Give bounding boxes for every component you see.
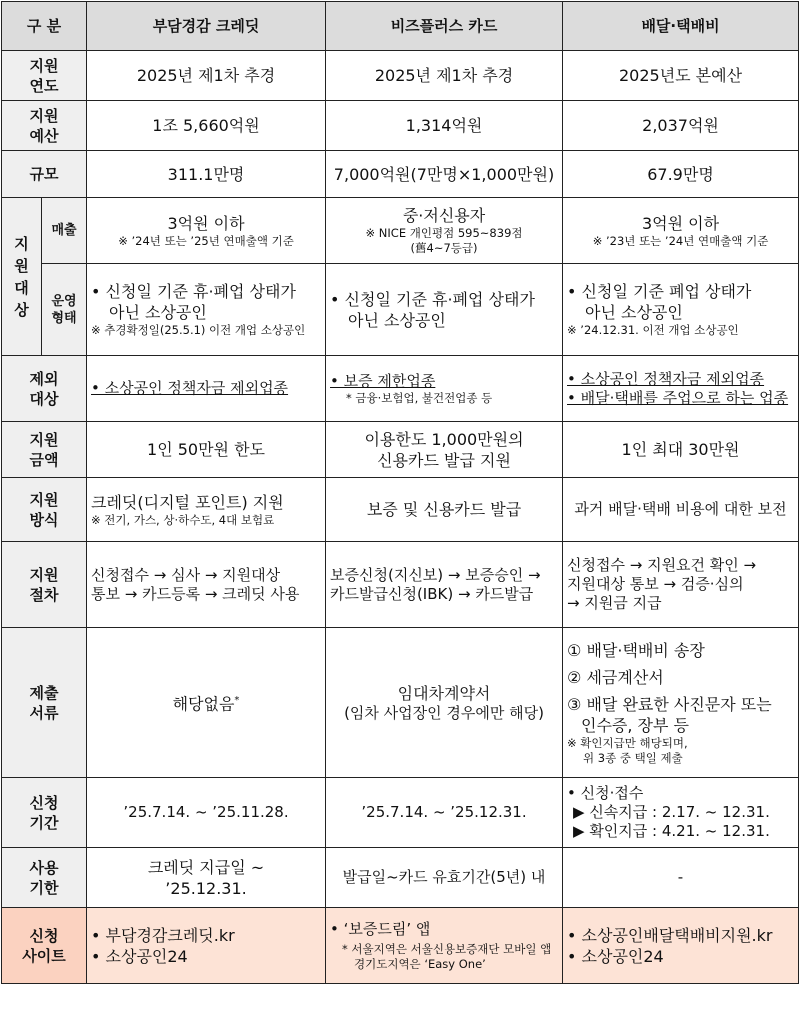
cell-year-credit: 2025년 제1차 추경 — [87, 51, 326, 101]
cell-scale-credit: 311.1만명 — [87, 151, 326, 198]
row-label-support-procedure: 지원 절차 — [2, 542, 87, 628]
cell-budget-credit: 1조 5,660억원 — [87, 101, 326, 151]
row-label-support-amount: 지원 금액 — [2, 422, 87, 478]
cell-sales-credit: 3억원 이하 ※ ’24년 또는 ’25년 연매출액 기준 — [87, 198, 326, 264]
link-sosang24-delivery[interactable]: • 소상공인24 — [567, 946, 664, 966]
cell-period-delivery: • 신청·접수 ▶ 신속지급 : 2.17. ~ 12.31. ▶ 확인지급 : 4.21. ~ 12.31. — [563, 778, 799, 848]
row-target-status — [2, 264, 799, 356]
row-support-budget — [2, 101, 799, 151]
cell-usage-credit: 크레딧 지급일 ~ ’25.12.31. — [87, 848, 326, 908]
cell-period-credit: ’25.7.14. ~ ’25.11.28. — [87, 778, 326, 848]
cell-budget-card: 1,314억원 — [326, 101, 563, 151]
row-label-support-year: 지원 연도 — [2, 51, 87, 101]
row-application-period — [2, 778, 799, 848]
row-support-procedure — [2, 542, 799, 628]
header-burden-relief-credit: 부담경감 크레딧 — [87, 2, 326, 51]
comparison-table — [1, 1, 799, 984]
cell-method-delivery: 과거 배달·택배 비용에 대한 보전 — [563, 478, 799, 542]
row-label-scale: 규모 — [2, 151, 87, 198]
cell-exclude-card: • 보증 제한업종 * 금융·보험업, 불건전업종 등 — [326, 356, 563, 422]
cell-procedure-delivery: 신청접수 → 지원요건 확인 → 지원대상 통보 → 검증·심의 → 지원금 지급 — [563, 542, 799, 628]
cell-method-credit: 크레딧(디지털 포인트) 지원 ※ 전기, 가스, 상·하수도, 4대 보험료 — [87, 478, 326, 542]
header-row — [2, 2, 799, 51]
cell-year-card: 2025년 제1차 추경 — [326, 51, 563, 101]
row-label-support-method: 지원 방식 — [2, 478, 87, 542]
row-usage-deadline — [2, 848, 799, 908]
cell-scale-delivery: 67.9만명 — [563, 151, 799, 198]
cell-exclude-delivery: • 소상공인 정책자금 제외업종 • 배달·택배를 주업으로 하는 업종 — [563, 356, 799, 422]
row-support-year — [2, 51, 799, 101]
link-sosang24[interactable]: • 소상공인24 — [91, 946, 188, 966]
cell-amount-credit: 1인 50만원 한도 — [87, 422, 326, 478]
row-label-documents: 제출 서류 — [2, 628, 87, 778]
row-label-support-budget: 지원 예산 — [2, 101, 87, 151]
row-label-excluded: 제외 대상 — [2, 356, 87, 422]
cell-documents-card: 임대차계약서 (임차 사업장인 경우에만 해당) — [326, 628, 563, 778]
header-bizplus-card: 비즈플러스 카드 — [326, 2, 563, 51]
row-application-site — [2, 908, 799, 984]
cell-sales-card: 중·저신용자 ※ NICE 개인평점 595~839점 (舊4~7등급) — [326, 198, 563, 264]
cell-documents-delivery: ① 배달·택배비 송장 ② 세금계산서 ③ 배달 완료한 사진문자 또는 인수증, 장부 등 ※ 확인지급만 해당되며, 위 3종 중 택일 제출 — [563, 628, 799, 778]
row-label-operating-status: 운영 형태 — [42, 264, 87, 356]
row-label-usage-deadline: 사용 기한 — [2, 848, 87, 908]
cell-site-credit — [87, 908, 326, 984]
row-label-sales: 매출 — [42, 198, 87, 264]
cell-status-credit: • 신청일 기준 휴·폐업 상태가 아닌 소상공인 ※ 추경확정일(25.5.1) 이전 개업 소상공인 — [87, 264, 326, 356]
row-label-application-period: 신청 기간 — [2, 778, 87, 848]
cell-period-card: ’25.7.14. ~ ’25.12.31. — [326, 778, 563, 848]
row-scale — [2, 151, 799, 198]
cell-budget-delivery: 2,037억원 — [563, 101, 799, 151]
cell-exclude-credit: • 소상공인 정책자금 제외업종 — [87, 356, 326, 422]
cell-procedure-card: 보증신청(지신보) → 보증승인 → 카드발급신청(IBK) → 카드발급 — [326, 542, 563, 628]
cell-sales-delivery: 3억원 이하 ※ ’23년 또는 ’24년 연매출액 기준 — [563, 198, 799, 264]
cell-usage-delivery: - — [563, 848, 799, 908]
row-support-method — [2, 478, 799, 542]
header-category: 구 분 — [2, 2, 87, 51]
header-delivery-cost: 배달·택배비 — [563, 2, 799, 51]
row-submission-documents — [2, 628, 799, 778]
cell-site-delivery — [563, 908, 799, 984]
row-support-amount — [2, 422, 799, 478]
row-target-sales — [2, 198, 799, 264]
row-label-application-site: 신청 사이트 — [2, 908, 87, 984]
cell-method-card: 보증 및 신용카드 발급 — [326, 478, 563, 542]
cell-procedure-credit: 신청접수 → 심사 → 지원대상 통보 → 카드등록 → 크레딧 사용 — [87, 542, 326, 628]
cell-amount-card: 이용한도 1,000만원의 신용카드 발급 지원 — [326, 422, 563, 478]
cell-documents-credit: 해당없음* — [87, 628, 326, 778]
cell-usage-card: 발급일~카드 유효기간(5년) 내 — [326, 848, 563, 908]
link-delivery-site[interactable]: • 소상공인배달택배비지원.kr — [567, 925, 773, 945]
row-label-support-target: 지 원 대 상 — [2, 198, 42, 356]
cell-site-card: • ‘보증드림’ 앱 * 서울지역은 서울신용보증재단 모바일 앱 경기도지역은 ‘Easy One’ — [326, 908, 563, 984]
cell-year-delivery: 2025년도 본예산 — [563, 51, 799, 101]
row-excluded-target — [2, 356, 799, 422]
cell-amount-delivery: 1인 최대 30만원 — [563, 422, 799, 478]
link-credit-site[interactable]: • 부담경감크레딧.kr — [91, 925, 235, 945]
cell-status-card: • 신청일 기준 휴·폐업 상태가 아닌 소상공인 — [326, 264, 563, 356]
link-bojeung-dream-app[interactable]: • ‘보증드림’ 앱 — [330, 919, 431, 938]
cell-status-delivery: • 신청일 기준 폐업 상태가 아닌 소상공인 ※ ’24.12.31. 이전 개업 소상공인 — [563, 264, 799, 356]
cell-scale-card: 7,000억원(7만명×1,000만원) — [326, 151, 563, 198]
